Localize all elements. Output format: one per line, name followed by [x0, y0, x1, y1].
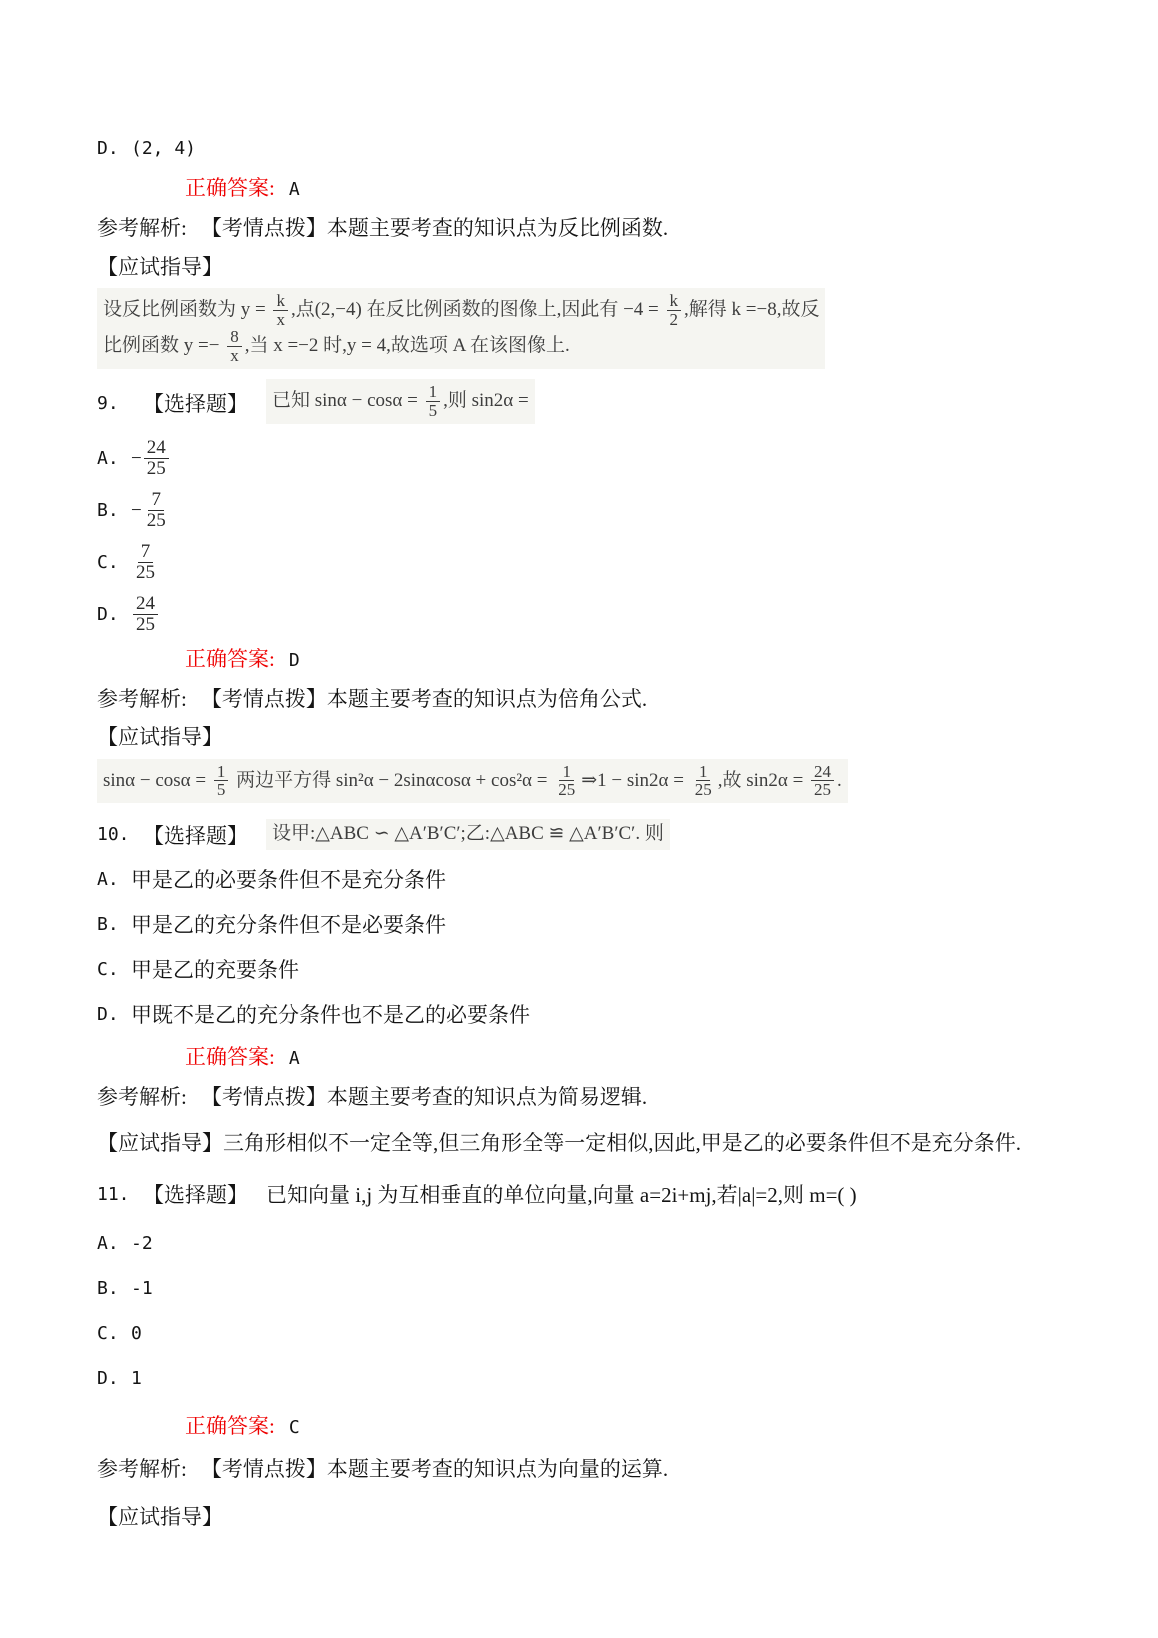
question-10-stem-formula: 设甲:△ABC ∽ △A′B′C′;乙:△ABC ≌ △A′B′C′. 则: [266, 819, 670, 850]
option-value: -2: [131, 1233, 153, 1255]
q11-answer-line: [185, 1413, 1098, 1439]
formula-text: 设反比例函数为 y =: [103, 298, 271, 320]
fraction-k-over-2: $\frac{k}{2}$: [667, 292, 682, 329]
formula-line-2: [103, 328, 819, 365]
formula-text: sinα − cosα =: [103, 769, 211, 791]
formula-line-1: [103, 292, 819, 329]
question-type-label: 【选择题】: [143, 392, 248, 417]
prev-answer-line: [185, 175, 1098, 201]
option-label: C.: [97, 958, 119, 980]
q10-option-a: [97, 864, 1098, 894]
formula-text: ,解得 k =−8,故反: [684, 298, 820, 320]
q11-option-b: [97, 1278, 1098, 1299]
question-9-stem-formula: [266, 379, 535, 424]
answer-value: D: [288, 649, 300, 671]
question-11-header: [97, 1179, 1098, 1209]
fraction-24-over-25: $\frac{24}{25}$: [811, 763, 834, 800]
formula-text: 已知 sinα − cosα =: [272, 390, 423, 412]
formula-text: ,当 x =−2 时,y = 4,故选项 A 在该图像上.: [244, 335, 570, 357]
fraction-value: $\frac{7}{25}$: [136, 541, 155, 584]
q10-option-b: [97, 909, 1098, 939]
q9-option-a: [97, 436, 1098, 482]
q11-option-a: [97, 1233, 1098, 1254]
q9-guide-formula: [97, 759, 848, 804]
question-9-header: [97, 379, 1098, 428]
q11-analysis-line: [97, 1456, 1098, 1482]
option-label: D.: [97, 604, 119, 626]
question-10-header: [97, 819, 1098, 850]
option-text: 甲既不是乙的充分条件也不是乙的必要条件: [131, 1003, 530, 1028]
formula-text: ,则 sin2α =: [443, 390, 529, 412]
formula-text: 两边平方得 sin²α − 2sinαcosα + cos²α =: [231, 769, 553, 791]
option-label: D.: [97, 1003, 119, 1025]
fraction-k-over-x: $\frac{k}{x}$: [273, 292, 288, 329]
analysis-label: 参考解析:: [97, 1456, 187, 1481]
q9-guide-label: 【应试指导】: [97, 725, 223, 750]
option-text: 甲是乙的充分条件但不是必要条件: [131, 913, 446, 938]
option-label: A.: [97, 448, 119, 470]
prev-analysis-line: [97, 215, 1098, 241]
answer-value: C: [288, 1417, 300, 1439]
q9-analysis-line: [97, 686, 1098, 712]
analysis-text: 【考情点拨】本题主要考查的知识点为倍角公式.: [200, 687, 648, 712]
option-label: A.: [97, 868, 119, 890]
analysis-text: 【考情点拨】本题主要考查的知识点为反比例函数.: [200, 216, 669, 241]
answer-label: 正确答案:: [185, 646, 275, 671]
fraction-value: $\frac{7}{25}$: [146, 489, 166, 532]
fraction-8-over-x: $\frac{8}{x}$: [227, 328, 242, 365]
option-text: 甲是乙的充要条件: [131, 958, 299, 983]
formula-text: 比例函数 y =−: [103, 335, 225, 357]
minus-sign: −: [131, 499, 142, 521]
option-label: A.: [97, 1233, 119, 1255]
option-value: 1: [131, 1368, 142, 1390]
answer-label: 正确答案:: [185, 1045, 275, 1070]
option-text: 甲是乙的必要条件但不是充分条件: [131, 868, 446, 893]
q9-option-c: [97, 540, 1098, 586]
option-label: D.: [97, 1368, 119, 1390]
formula-text: ,故 sin2α =: [717, 769, 809, 791]
q9-option-d: [97, 592, 1098, 638]
fraction-1-over-25: $\frac{1}{25}$: [694, 761, 712, 800]
formula-text: ⇒1 − sin2α =: [581, 769, 689, 791]
analysis-label: 参考解析:: [97, 687, 187, 712]
option-value: 0: [131, 1323, 142, 1345]
question-11-stem: 已知向量 i,j 为互相垂直的单位向量,向量 a=2i+mj,若|a|=2,则 m=( ): [266, 1183, 857, 1208]
q11-guide-label: 【应试指导】: [97, 1504, 223, 1529]
prev-option-d: [97, 138, 1098, 159]
option-label: C.: [97, 1323, 119, 1345]
minus-sign: −: [131, 447, 142, 469]
answer-label: 正确答案:: [185, 176, 275, 200]
q11-option-d: [97, 1368, 1098, 1389]
question-type-label: 【选择题】: [143, 1183, 248, 1208]
option-value: (2, 4): [131, 138, 197, 159]
fraction-value: $\frac{24}{25}$: [144, 438, 169, 479]
fraction-1-over-5: $\frac{1}{5}$: [426, 383, 441, 420]
analysis-text: 【考情点拨】本题主要考查的知识点为简易逻辑.: [200, 1085, 648, 1110]
q10-option-c: [97, 954, 1098, 984]
option-label: B.: [97, 1278, 119, 1300]
analysis-label: 参考解析:: [97, 216, 187, 241]
question-type-label: 【选择题】: [143, 823, 248, 848]
analysis-text: 【考情点拨】本题主要考查的知识点为向量的运算.: [200, 1456, 669, 1481]
option-value: -1: [131, 1278, 153, 1300]
q10-analysis-line: [97, 1084, 1098, 1110]
answer-value: A: [288, 179, 300, 200]
q10-answer-line: [185, 1044, 1098, 1070]
question-number: 11.: [97, 1183, 130, 1205]
prev-guide-label: 【应试指导】: [97, 254, 223, 279]
q11-option-c: [97, 1323, 1098, 1344]
fraction-1-over-5: $\frac{1}{5}$: [214, 763, 229, 800]
q10-guide-paragraph: 【应试指导】三角形相似不一定全等,但三角形全等一定相似,因此,甲是乙的必要条件但不是充分条件.: [97, 1130, 1021, 1155]
option-label: B.: [97, 913, 119, 935]
question-number: 10.: [97, 824, 130, 846]
q10-option-d: [97, 999, 1098, 1029]
formula-text: .: [837, 769, 842, 791]
fraction-1-over-25: $\frac{1}{25}$: [558, 761, 576, 800]
option-label: D.: [97, 138, 119, 159]
analysis-label: 参考解析:: [97, 1085, 187, 1110]
option-label: C.: [97, 552, 119, 574]
answer-label: 正确答案:: [185, 1414, 275, 1439]
fraction-value: $\frac{24}{25}$: [133, 594, 158, 635]
question-number: 9.: [97, 392, 119, 414]
option-label: B.: [97, 500, 119, 522]
prev-guide-formula: [97, 288, 825, 369]
q9-option-b: [97, 488, 1098, 534]
q9-answer-line: [185, 646, 1098, 672]
formula-text: ,点(2,−4) 在反比例函数的图像上,因此有 −4 =: [290, 298, 664, 320]
answer-value: A: [288, 1048, 300, 1070]
